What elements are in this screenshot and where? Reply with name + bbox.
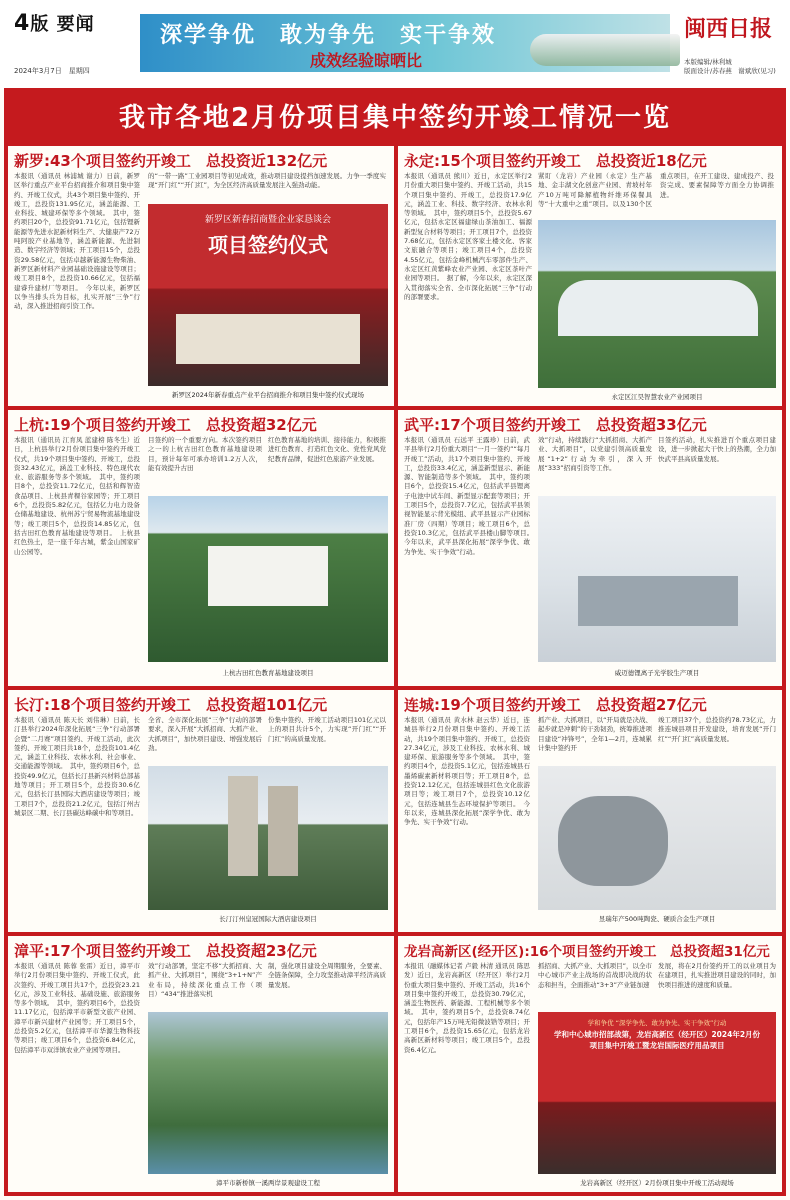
article-body: 抓产业、大抓项目，以“开局就是决战、起步就是冲刺”的干劲韧劲，统筹推进项目建设“冲锋号”，全年1—2月，连城累计集中签约开	[538, 716, 652, 752]
section-longyan-hightech	[398, 936, 782, 1192]
photo-greenhouse	[538, 220, 776, 388]
article-body: 抓招商、大抓产业、大抓项目”，以全市中心城市产业主战场的首战即决战的状态和担当，全面推动“3+3”产业链加速	[538, 962, 652, 989]
article-body: 本报讯（通讯员 石远平 王露珍）日前，武平县举行2月份重大项目“一月一签约”“每月开竣工”活动，共17个项目集中签约、开竣工，总投资33.4亿元，涵盖新型显示、新能源、智能制造等多个领域。 其中，签约项目6个，总投资15.4亿元，包括武平县锂离子电池中试车间、新型显示配套等项目；开工项目5个，总投资7.7亿元，包括武平县领视智能显示背光模组、武平县显示产业园标准厂房（四期）等项目；竣工项目6个，总投资10.3亿元，包括武平县楼山脚等项目。 今年以来，武平县深化拓展“深学争优、敢为争先、实干争效”行动。	[404, 436, 537, 556]
section-title: 永定:15个项目签约开竣工 总投资近18亿元	[404, 152, 707, 170]
article-body: 竣工项目37个，总投资约78.73亿元，力推连城县项目开发建设，培育发展“开门红”“开门红”高质量发展。	[658, 716, 776, 743]
photo-caption: 威迈德锂离子光学胶生产项目	[614, 669, 700, 677]
photo-groundbreaking	[538, 1012, 776, 1174]
section-changting	[8, 690, 394, 932]
page-header	[0, 0, 790, 90]
photo-signing-ceremony	[148, 204, 388, 386]
banner-slogan: 深学争优 敢为争先 实干争效	[160, 23, 497, 48]
photo-caption: 长汀汀州皇冠国际大酒店建设项目	[219, 915, 317, 923]
photo-riverbank	[148, 1012, 388, 1174]
article-body: 本报讯（通讯员 陈蓉 张雷）近日，漳平市举行2月份项目集中签约、开竣工仪式，此次签约、开竣工项目共17个，总投资23.21亿元，涉及工业科技、基础设施、旅游服务等多个领域。 其中，签约项目6个，总投资11.17亿元，包括漳平市新型文旅产业园、漳平市新兴建材产业园等；开工项目5个，总投资5.2亿元，包括漳平市华源生物科技等项目；竣工项目6个，总投资6.84亿元，包括漳平市双洋镇农业产业园等项目。	[14, 962, 140, 1054]
editor-credits: 本版编辑/林利城 版面设计/苏春燕 谢斌欣(见习)	[684, 58, 776, 75]
article-body: 紧盯（龙岩）产业园（永定）生产基地、金丰湖文化创意产业园、青坡村年产10万吨可降解植物纤维环保餐具等“十大重中之重”项目。以及130个区重点项目，在开工建设、建成投产、投资完成、要素保障等方面全力协调推进。	[538, 172, 774, 208]
section-shanghang	[8, 410, 394, 686]
train-graphic	[530, 34, 680, 66]
article-body: 目签约活动，扎实推进百个重点项目建设，进一步掀起大干快上的热潮，全力加快武平县高质量发展。	[658, 436, 776, 463]
section-title: 长汀:18个项目签约开竣工 总投资超101亿元	[14, 696, 328, 714]
section-liancheng	[398, 690, 782, 932]
article-body: 制，强化项目建设全周期服务，全要素、全链条保障，全力攻坚推动漳平经济高质量发展。	[268, 962, 386, 989]
article-body: 红色教育基地的培训、接待能力，积极推进红色教育、打造红色文化、党性党风党纪教育品牌，促进红色旅游产业发展。	[268, 436, 386, 463]
photo-education-base	[148, 496, 388, 662]
photo-caption: 漳平市新桥镇一溪两岸景观建设工程	[216, 1179, 320, 1187]
article-body: 本报讯（通讯员 林浦城 谢力）日前，新罗区举行重点产业平台招商推介和项目集中签约、开竣工仪式，共43个项目集中签约、开竣工，总投资131.95亿元，涵盖能源、工业科技、城建环保等多个领域。 其中，签约项目20个，总投资91.71亿元，包括锂新能源等先进水泥新材料生产、大健康产72万吨阿胶产业基地等，涵盖新能源、先进制造、数字经济等领域；开工项目15个，总投资29.58亿元，包括卓越新能源生物柴油、新罗区新材料产业园基础设施建设等项目；竣工项目8个，总投资10.66亿元，包括福建睿升建材厂等项目。 今年以来，新罗区以争当排头兵为目标，扎实开展“三争”行动，深入推进招商引资工作。	[14, 172, 140, 311]
article-body: 发展，将在2月份签约开工的以业项目为在建项目，扎实推进项目建设的同时，加快项目推进的速度和质量。	[658, 962, 776, 989]
article-body: 本报讯（通讯员 熊川）近日，永定区举行2月份重大项目集中签约、开竣工活动，共15个项目集中签约、开竣工，总投资17.9亿元，涵盖工业、科技、数字经济、农林水利等领域。 其中，签约项目5个，总投资5.67亿元，包括永定区福建绿山茶油加工、福源新型复合材料等项目；开工项目7个，总投资7.68亿元，包括永定区客家土楼文化、客家文旅融合等项目；竣工项目4个，总投资4.55亿元，包括金峰机械汽车零部件生产、永定区红黄紫峰农业产业园、永定区茶叶产业园等项目。 据了解，今年以来，永定区深入贯彻落实全省、全市深化拓展“三争”行动的部署要求。	[404, 172, 532, 301]
photo-hotel	[148, 766, 388, 910]
stage-backdrop-text: 学和争优 “深学争先、敢为争先、实干争效”行动 学和中心城市招部战第，龙岩高新区（经开区）2024年2月份 项目集中开竣工暨龙岩国际医疗用品项目	[553, 1019, 761, 1050]
ceremony-sign: 新罗区新春招商暨企业家恳谈会 项目签约仪式	[204, 215, 331, 257]
article-body: 本报讯（通讯员 陈天长 刘伟琳）日前，长汀县举行2024年深化拓展“三争”行动部署会暨“二月赛”项目签约、开竣工活动，此次签约、开竣工项目共18个，总投资101.4亿元，涵盖工业科技、农林水利、社会事业、交通能源等领域。 其中，签约项目6个，总投资49.9亿元，包括长汀县新兴材料总部基地等项目；开工项目5个，总投资30.6亿元，包括长汀县国际大酒店建设等项目；竣工项目7个，总投资21.2亿元，包括汀州古城景区二期、长汀县碳达峰碳中和等项目。	[14, 716, 140, 817]
photo-caption: 昱瑞年产500吨陶瓷、硬质合金生产项目	[598, 915, 716, 923]
page-title: 我市各地2月份项目集中签约开竣工情况一览	[118, 103, 672, 133]
banner-subtitle: 成效经验晾晒比	[310, 51, 423, 70]
slogan-banner	[140, 14, 670, 72]
section-title: 武平:17个项目签约开竣工 总投资超33亿元	[404, 416, 707, 434]
article-body: 全省、全市深化拓展“三争”行动的部署要求，深入开展“大抓招商、大抓产业、大抓项目”，加快项目建设、增强发展后劲。	[148, 716, 262, 752]
article-body: 效”行动部署，坚定不移“大抓招商、大抓产业、大抓项目”，围绕“3+1+N”产业布局，持续深化重点工作（项目）“434”推进落实机	[148, 962, 262, 998]
photo-factory	[538, 766, 776, 910]
section-title: 上杭:19个项目签约开竣工 总投资超32亿元	[14, 416, 317, 434]
article-body: 的“一带一路”工业园项目等初见成效，推动项目建设提挡加速发展。力争一季度实现“开门红”“开门红”，为全区经济高质量发展注入强劲动能。	[148, 172, 386, 190]
photo-caption: 龙岩高新区（经开区）2月份项目集中开竣工活动现场	[580, 1179, 734, 1187]
section-title: 漳平:17个项目签约开竣工 总投资超23亿元	[14, 942, 317, 960]
photo-caption: 新罗区2024年新春重点产业平台招商推介和项目集中签约仪式现场	[171, 391, 365, 399]
section-title: 新罗:43个项目签约开竣工 总投资近132亿元	[14, 152, 328, 170]
photo-caption: 上杭古田红色教育基地建设项目	[222, 669, 314, 677]
newspaper-logo: 闽西日报	[684, 16, 773, 42]
article-body: 份集中签约、开竣工活动项目101亿元以上的项目共计5个，力实现“开门红”“开门红”的高质量发展。	[268, 716, 386, 743]
issue-date: 2024年3月7日 星期四	[14, 67, 90, 75]
section-xinluo	[8, 146, 394, 406]
section-title: 龙岩高新区(经开区):16个项目签约开竣工 总投资超31亿元	[404, 944, 770, 960]
page-number: 4版 要闻	[14, 11, 95, 36]
photo-caption: 永定区江昊智慧农业产业园项目	[611, 393, 703, 401]
section-wuping	[398, 410, 782, 686]
photo-cleanroom	[538, 496, 776, 662]
section-yongding	[398, 146, 782, 406]
section-zhangping	[8, 936, 394, 1192]
section-title: 连城:19个项目签约开竣工 总投资超27亿元	[404, 696, 707, 714]
article-body: 本报讯（融媒体记者 卢毅 林清 通讯员 陈思发）近日，龙岩高新区（经开区）举行2月份重大项目集中签约、开竣工活动，共16个项目集中签约开竣工，总投资30.79亿元，涵盖生物医药、新能源、工程机械等多个领域。 其中，签约项目5个，总投资8.74亿元，包括年产15万吨无铅微波锆等项目；开工项目6个，总投资15.65亿元，包括龙岩高新区新材料等项目；竣工项目5个，总投资6.4亿元。	[404, 962, 530, 1054]
article-body: 本报讯（通讯员 江育凤 蓝建榜 陈冬生）近日，上杭县举行2月份项目集中签约开竣工仪式，共19个项目集中签约、开竣工，总投资32.43亿元，涵盖工业科技、特色现代农业、旅游服务等多个领域。 其中，签约项目8个，总投资11.72亿元，包括和辉智造食品项目、上杭县青稞谷家园等；开工项目6个，总投资5.82亿元，包括亿力电力设备仓储基地建设、杭州苏宁贸易物流基地建设等；竣工项目5个，总投资14.85亿元，包括古田红色教育基地建设等项目。 上杭县红色热土，是一座千年古城，紫金山国家矿山公园等。	[14, 436, 140, 556]
article-body: 效”行动，持续践行“大抓招商、大抓产业、大抓项目”，以党建引领高质量发展“1+2”行动为牵引，深入开展“333”招商引资等工作。	[538, 436, 652, 472]
article-body: 本报讯（通讯员 黄水林 赵云华）近日，连城县举行2月份项目集中签约、开竣工活动，共19个项目集中签约、开竣工，总投资27.34亿元，涉及工业科技、农林水利、城建环保、旅游服务等多个领域。 其中，签约项目4个，总投资5.1亿元，包括连城县石墨烯碳素新材料项目等；开工项目8个，总投资12.12亿元，包括连城县红色文化旅游项目等；竣工项目7个，总投资10.12亿元，包括连城县生态环境保护等项目。 今年以来，连城县深化拓展“深学争优、敢为争先、实干争效”行动。	[404, 716, 530, 827]
article-body: 目签约的一个重要方向。本次签约项目之一的上杭古田红色教育基地建设项目，预计每年可承办培训1.2万人次，能有效提升古田	[148, 436, 262, 472]
